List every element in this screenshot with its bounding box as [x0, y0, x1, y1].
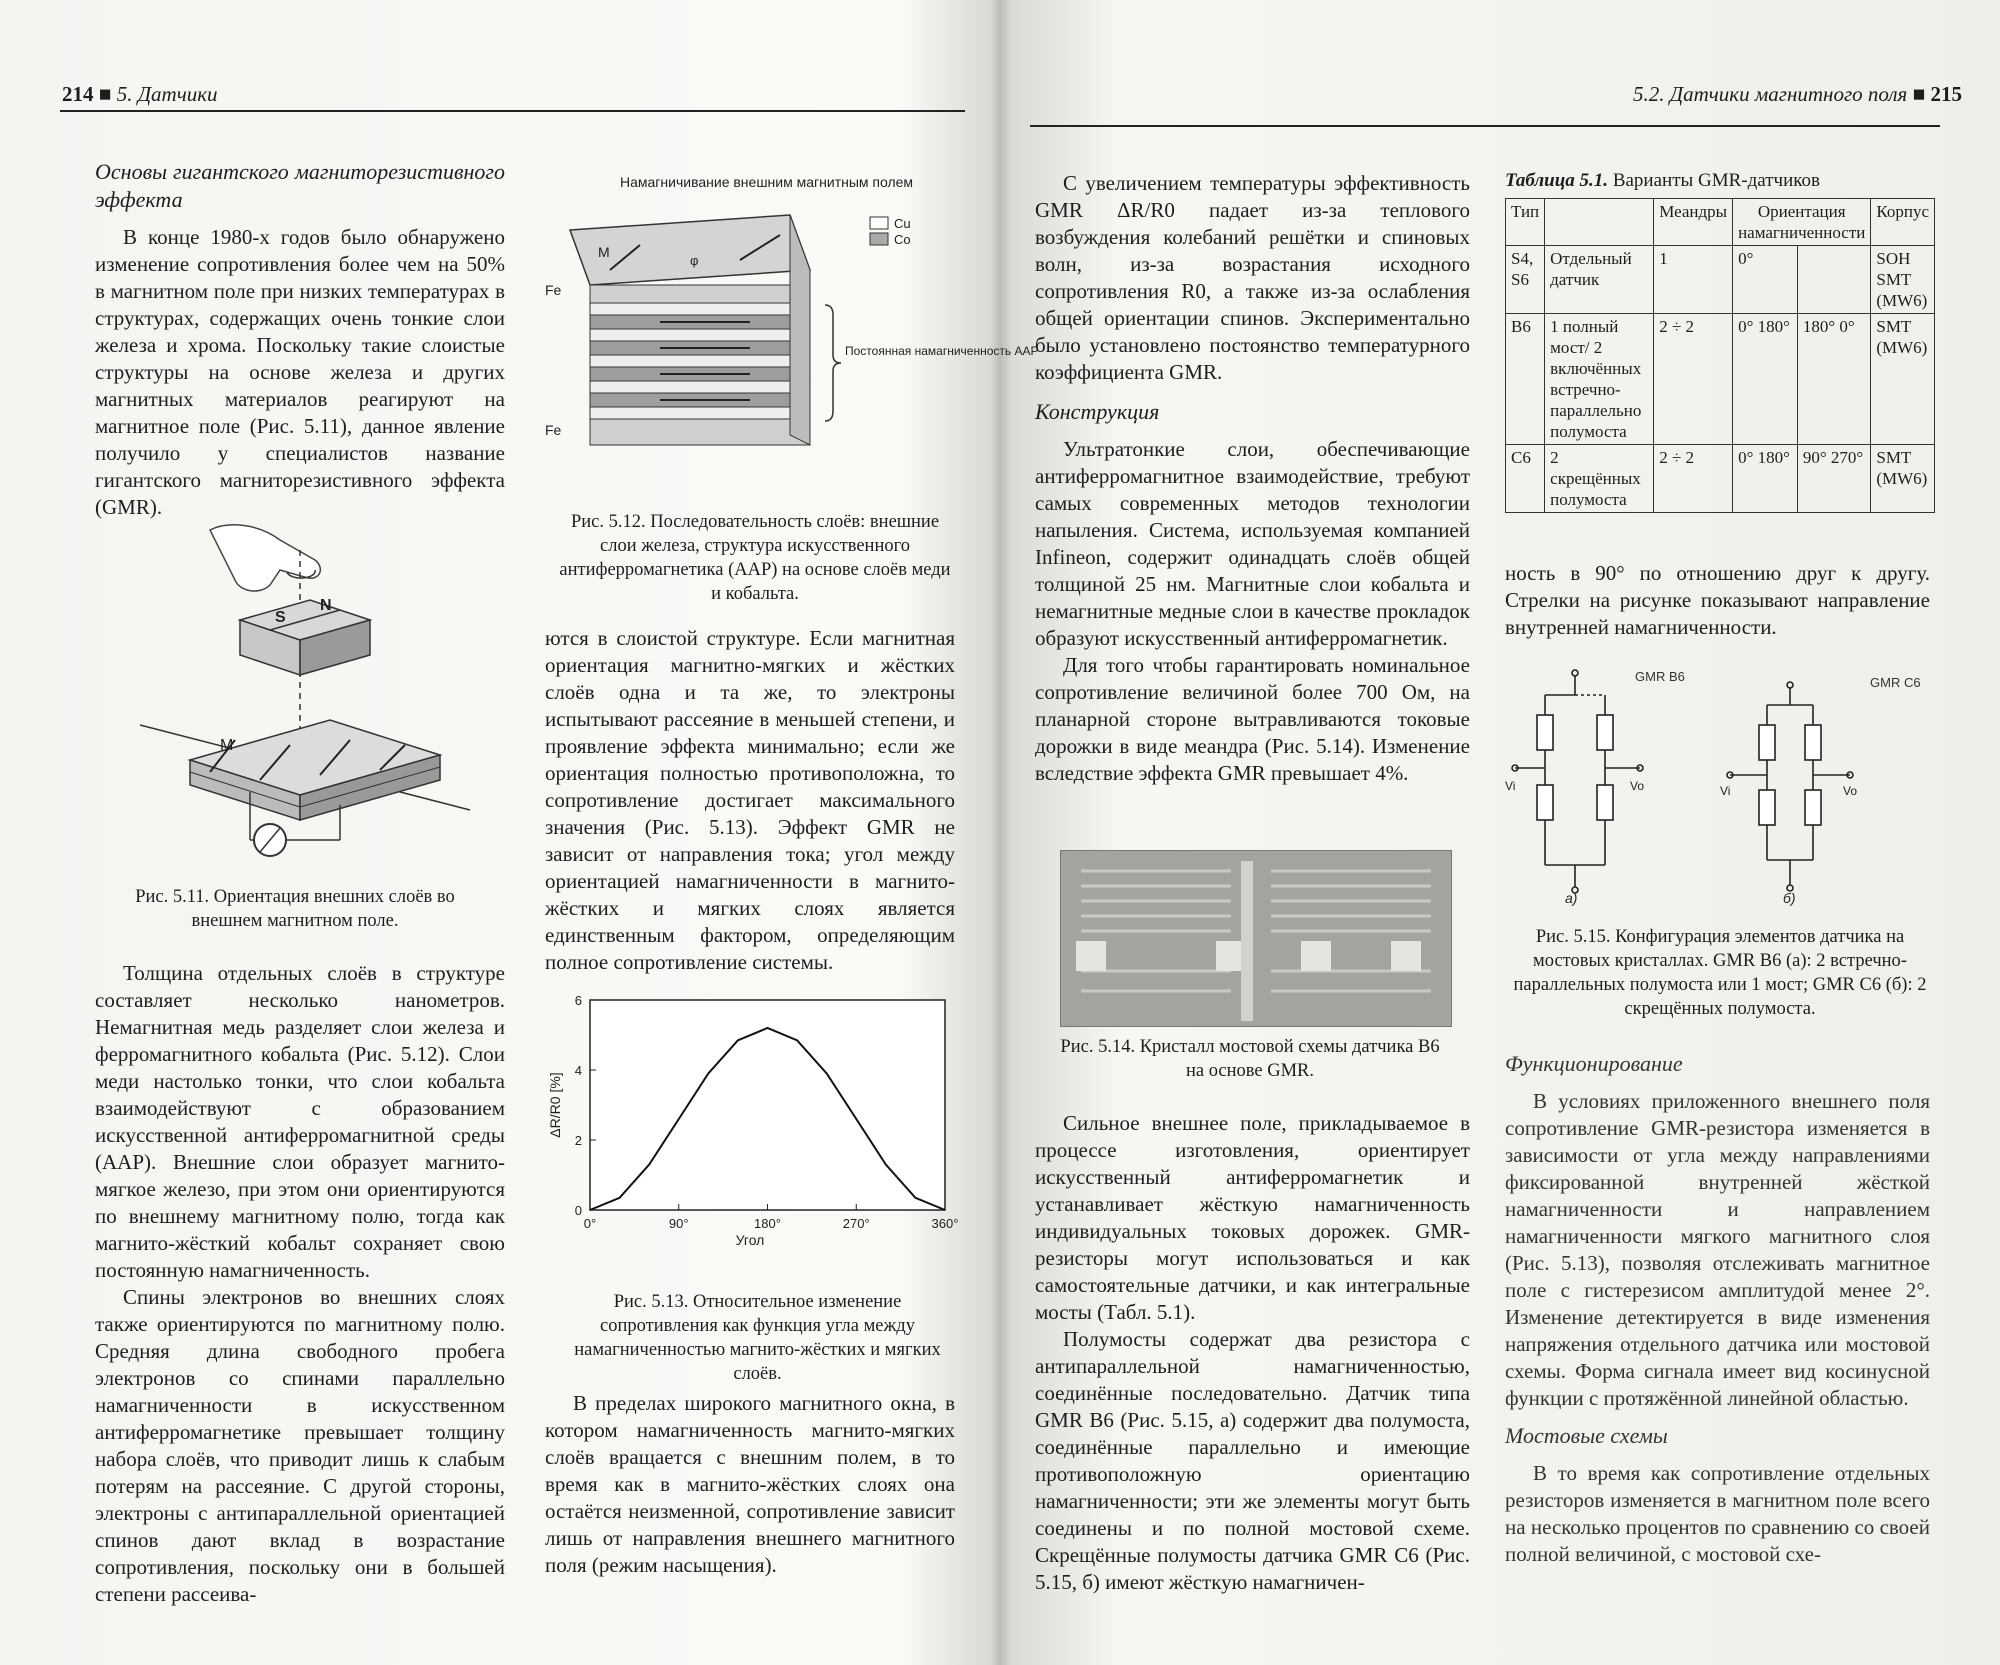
figure-5-14-caption: Рис. 5.14. Кристалл мостовой схемы датчика B6 на основе GMR.	[1060, 1037, 1440, 1081]
subfig-a-label: а)	[1565, 890, 1578, 906]
legend-co: Co	[894, 232, 911, 247]
figure-5-14-photo	[1060, 850, 1452, 1027]
gmr-variants-table	[1505, 198, 1935, 513]
left-running-head: 214 ■ 5. Датчики	[62, 82, 218, 106]
figure-5-13-chart	[545, 985, 965, 1275]
figure-5-11-caption: Рис. 5.11. Ориентация внешних слоёв во внешнем магнитном поле.	[135, 887, 455, 931]
x-tick-label: 90°	[668, 1216, 689, 1231]
header-meander: Меандры	[1654, 199, 1733, 246]
paragraph: Ультратонкие слои, обеспечивающие антиферромагнитное взаимодействие, требуют самых современных методов технологии напыления. Система, используемая компанией Infineon, содержит одинадцать слоёв общей толщиной 25 нм. Магнитные слои кобальта и немагнитные медные слои в качестве прокладок образуют искусственный антиферромагнетик.	[1035, 437, 1470, 650]
left-page-number: 214	[62, 82, 94, 106]
paragraph: Спины электронов во внешних слоях также ориентируются по магнитному полю. Средняя длина свободного пробега электронов со спинами параллельно намагниченности в искусственном антиферромагнетике превышает толщину набора слоёв, что приводит лишь к слабым потерям на рассеяние. С другой стороны, электроны с антипараллельной ориентацией спинов дают вклад в возрастание сопротивления, поскольку они в большей степени рассеива-	[95, 1285, 505, 1606]
paragraph: В условиях приложенного внешнего поля сопротивление GMR-резистора изменяется в зависимости от угла между направлениями фиксированной внутренней жёсткой намагниченности и направлением намагниченности мягкого магнитного слоя (Рис. 5.13), позволяя отслеживать магнитное поле с гистерезисом амплитудой менее 2°. Изменение детектируется в виде изменения напряжения отдельного датчика или мостовой схемы. Форма сигнала имеет вид косинусной функции с протяжённой линейной областью.	[1505, 1089, 1930, 1410]
right-page-number: 215	[1930, 82, 1962, 106]
bridge-circuits	[1505, 665, 1935, 905]
left-column-2	[545, 625, 955, 976]
subfig-b-label: б)	[1783, 890, 1796, 906]
header-orientation: Ориентация намагниченности	[1733, 199, 1871, 246]
field-label: Намагничивание внешним магнитным полем	[620, 174, 914, 190]
paragraph: В то время как сопротивление отдельных резисторов изменяется в магнитном поле всего на несколько процентов по сравнению со своей полной величиной, с мостовой схе-	[1505, 1461, 1930, 1566]
y-tick-label: 4	[574, 1063, 582, 1078]
y-tick-label: 0	[574, 1203, 582, 1218]
section-heading-gmr: Основы гигантского магниторезистивного эффекта	[95, 159, 505, 212]
vo-label-a: Vo	[1630, 779, 1645, 793]
header-type: Тип	[1506, 199, 1545, 246]
vi-label-b: Vi	[1720, 784, 1731, 798]
table-5-1	[1505, 170, 1935, 513]
vi-label-a: Vi	[1505, 779, 1516, 793]
section-heading-bridges: Мостовые схемы	[1505, 1423, 1668, 1448]
section-heading-construction: Конструкция	[1035, 399, 1160, 424]
right-page	[1010, 0, 2000, 1665]
x-tick-label: 180°	[754, 1216, 781, 1231]
left-header-rule	[60, 110, 965, 112]
left-column-2-bottom	[545, 1390, 955, 1579]
y-tick-label: 2	[574, 1133, 582, 1148]
left-chapter-title: 5. Датчики	[116, 82, 218, 106]
aap-label: Постоянная намагниченность AAP	[845, 344, 1039, 358]
gmr-orientation-illustration	[140, 510, 470, 870]
right-column-2	[1505, 560, 1930, 641]
figure-5-15	[1505, 665, 1935, 905]
right-column-1-bottom	[1035, 1110, 1470, 1596]
title-c6: GMR C6	[1870, 675, 1921, 690]
paragraph: В пределах широкого магнитного окна, в котором намагниченность магнито-мягких слоёв вращается с внешним полем, в то время как в магнито-жёстких слоях она остаётся неизменной, сопротивление зависит лишь от направления внешнего магнитного поля (режим насыщения).	[545, 1391, 955, 1577]
figure-5-15-caption: Рис. 5.15. Конфигурация элементов датчика на мостовых кристаллах. GMR B6 (а): 2 встречно-параллельных полумоста или 1 мост; GMR C6 (б): 2 скрещённых полумоста.	[1513, 927, 1927, 1019]
fe-label-bottom: Fe	[545, 422, 562, 438]
resistance-change-chart	[545, 985, 965, 1275]
table-caption: Таблица 5.1. Варианты GMR-датчиков	[1505, 170, 1820, 191]
header-case: Корпус	[1871, 199, 1935, 246]
right-column-2-bottom	[1505, 1050, 1930, 1568]
right-chapter-title: 5.2. Датчики магнитного поля	[1633, 82, 1908, 106]
right-column-1	[1035, 170, 1470, 787]
vo-label-b: Vo	[1843, 784, 1858, 798]
right-header-rule	[1030, 125, 1940, 127]
header-desc	[1545, 199, 1654, 246]
magnetization-label: M	[220, 737, 234, 754]
paragraph: Для того чтобы гарантировать номинальное сопротивление величиной более 700 Ом, на планарной стороне вытравливаются токовые дорожки в виде меандра (Рис. 5.14). Изменение вследствие эффекта GMR превышает 4%.	[1035, 653, 1470, 785]
paragraph: Толщина отдельных слоёв в структуре составляет несколько нанометров. Немагнитная медь разделяет слои железа и ферромагнитного кобальта (Рис. 5.12). Слои меди настолько тонки, что слои кобальта взаимодействуют с образованием искусственной антиферромагнитной среды (AAP). Внешние слои образует магнито-мягкое железо, при этом они ориентируются по внешнему магнитному полю, тогда как магнито-жёсткий кобальт сохраняет свою постоянную намагниченность.	[95, 961, 505, 1282]
left-column-1	[95, 158, 505, 521]
paragraph: Полумосты содержат два резистора с антипараллельной намагниченностью, соединённые последовательно. Датчик типа GMR B6 (Рис. 5.15, а) содержит два полумоста, соединённые параллельно и имеющие противоположную ориентацию намагниченности; эти же элементы могут быть соединены и по полной мостовой схеме. Скрещённые полумосты датчика GMR C6 (Рис. 5.15, б) имеют жёсткую намагничен-	[1035, 1327, 1470, 1594]
section-heading-function: Функционирование	[1505, 1051, 1683, 1076]
paragraph: В конце 1980-х годов было обнаружено изменение сопротивления более чем на 50% в магнитном поле при низких температурах в структурах, содержащих очень тонкие слои железа и хрома. Поскольку такие слоистые структуры на основе железа и других магнитных материалов реагируют на магнитное поле (Рис. 5.11), данное явление получило у специалистов название гигантского магниторезистивного эффекта (GMR).	[95, 225, 505, 519]
paragraph: С увеличением температуры эффективность GMR ΔR/R0 падает из-за теплового возбуждения колебаний решётки и спиновых волн, из-за возрастания исходного сопротивления R0, а также из-за ослабления общей ориентации спинов. Экспериментально было установлено постоянство температурного коэффициента GMR.	[1035, 171, 1470, 384]
table-header-row	[1506, 199, 1935, 246]
phi-label: φ	[690, 253, 699, 268]
x-tick-label: 0°	[583, 1216, 597, 1231]
fe-label-top: Fe	[545, 282, 562, 298]
bridge-chip-photo	[1061, 851, 1451, 1026]
y-tick-label: 6	[574, 993, 582, 1008]
figure-5-12-caption: Рис. 5.12. Последовательность слоёв: внешние слои железа, структура искусственного антиферромагнетика (AAP) на основе слоёв меди и кобальта.	[559, 512, 951, 604]
magnet-s-label: S	[275, 609, 286, 626]
x-tick-label: 360°	[931, 1216, 959, 1231]
paragraph: ность в 90° по отношению друг к другу. Стрелки на рисунке показывают направление внутренней намагниченности.	[1505, 561, 1930, 639]
legend-cu: Cu	[894, 216, 911, 231]
figure-5-11	[140, 510, 470, 870]
layer-stack-illustration	[540, 165, 1039, 505]
y-axis-label: ΔR/R0 [%]	[547, 1072, 563, 1138]
m-label: M	[598, 244, 610, 260]
paragraph: Сильное внешнее поле, прикладываемое в процессе изготовления, ориентирует искусственный антиферромагнетик и устанавливает жёсткую намагниченность индивидуальных токовых дорожек. GMR-резисторы могут использоваться и как самостоятельные датчики, и как интегральные мосты (Табл. 5.1).	[1035, 1111, 1470, 1324]
title-b6: GMR B6	[1635, 669, 1685, 684]
left-column-1-bottom	[95, 960, 505, 1608]
paragraph: ются в слоистой структуре. Если магнитная ориентация магнитно-мягких и жёстких слоёв одна и та же, то электроны испытывают рассеяние в меньшей степени, и проявление эффекта минимально; если же ориентация полностью противоположна, то сопротивление достигает максимального значения (Рис. 5.13). Эффект GMR не зависит от направления тока; угол между ориентацией намагниченности в магнито-жёстких и мягких слоях является единственным фактором, определяющим полное сопротивление системы.	[545, 626, 955, 974]
magnet-n-label: N	[320, 597, 332, 614]
figure-5-12	[540, 165, 1039, 505]
plot-area	[590, 1000, 945, 1210]
table-row: C6 2 скрещённых полумоста 2 ÷ 2 0° 180° 90° 270° SMT (MW6)	[1506, 445, 1935, 513]
x-tick-label: 270°	[842, 1216, 870, 1231]
table-row: B6 1 полный мост/ 2 включённых встречно-параллельно полумоста 2 ÷ 2 0° 180° 180° 0° SMT (MW6)	[1506, 314, 1935, 445]
right-running-head: 5.2. Датчики магнитного поля ■ 215	[1633, 82, 1962, 106]
figure-5-13-caption: Рис. 5.13. Относительное изменение сопротивления как функция угла между намагниченностью магнито-жёстких и мягких слоёв.	[574, 1292, 941, 1384]
table-row: S4, S6 Отдельный датчик 1 0° SOH SMT (MW6)	[1506, 246, 1935, 314]
x-axis-label: Угол	[735, 1232, 765, 1248]
